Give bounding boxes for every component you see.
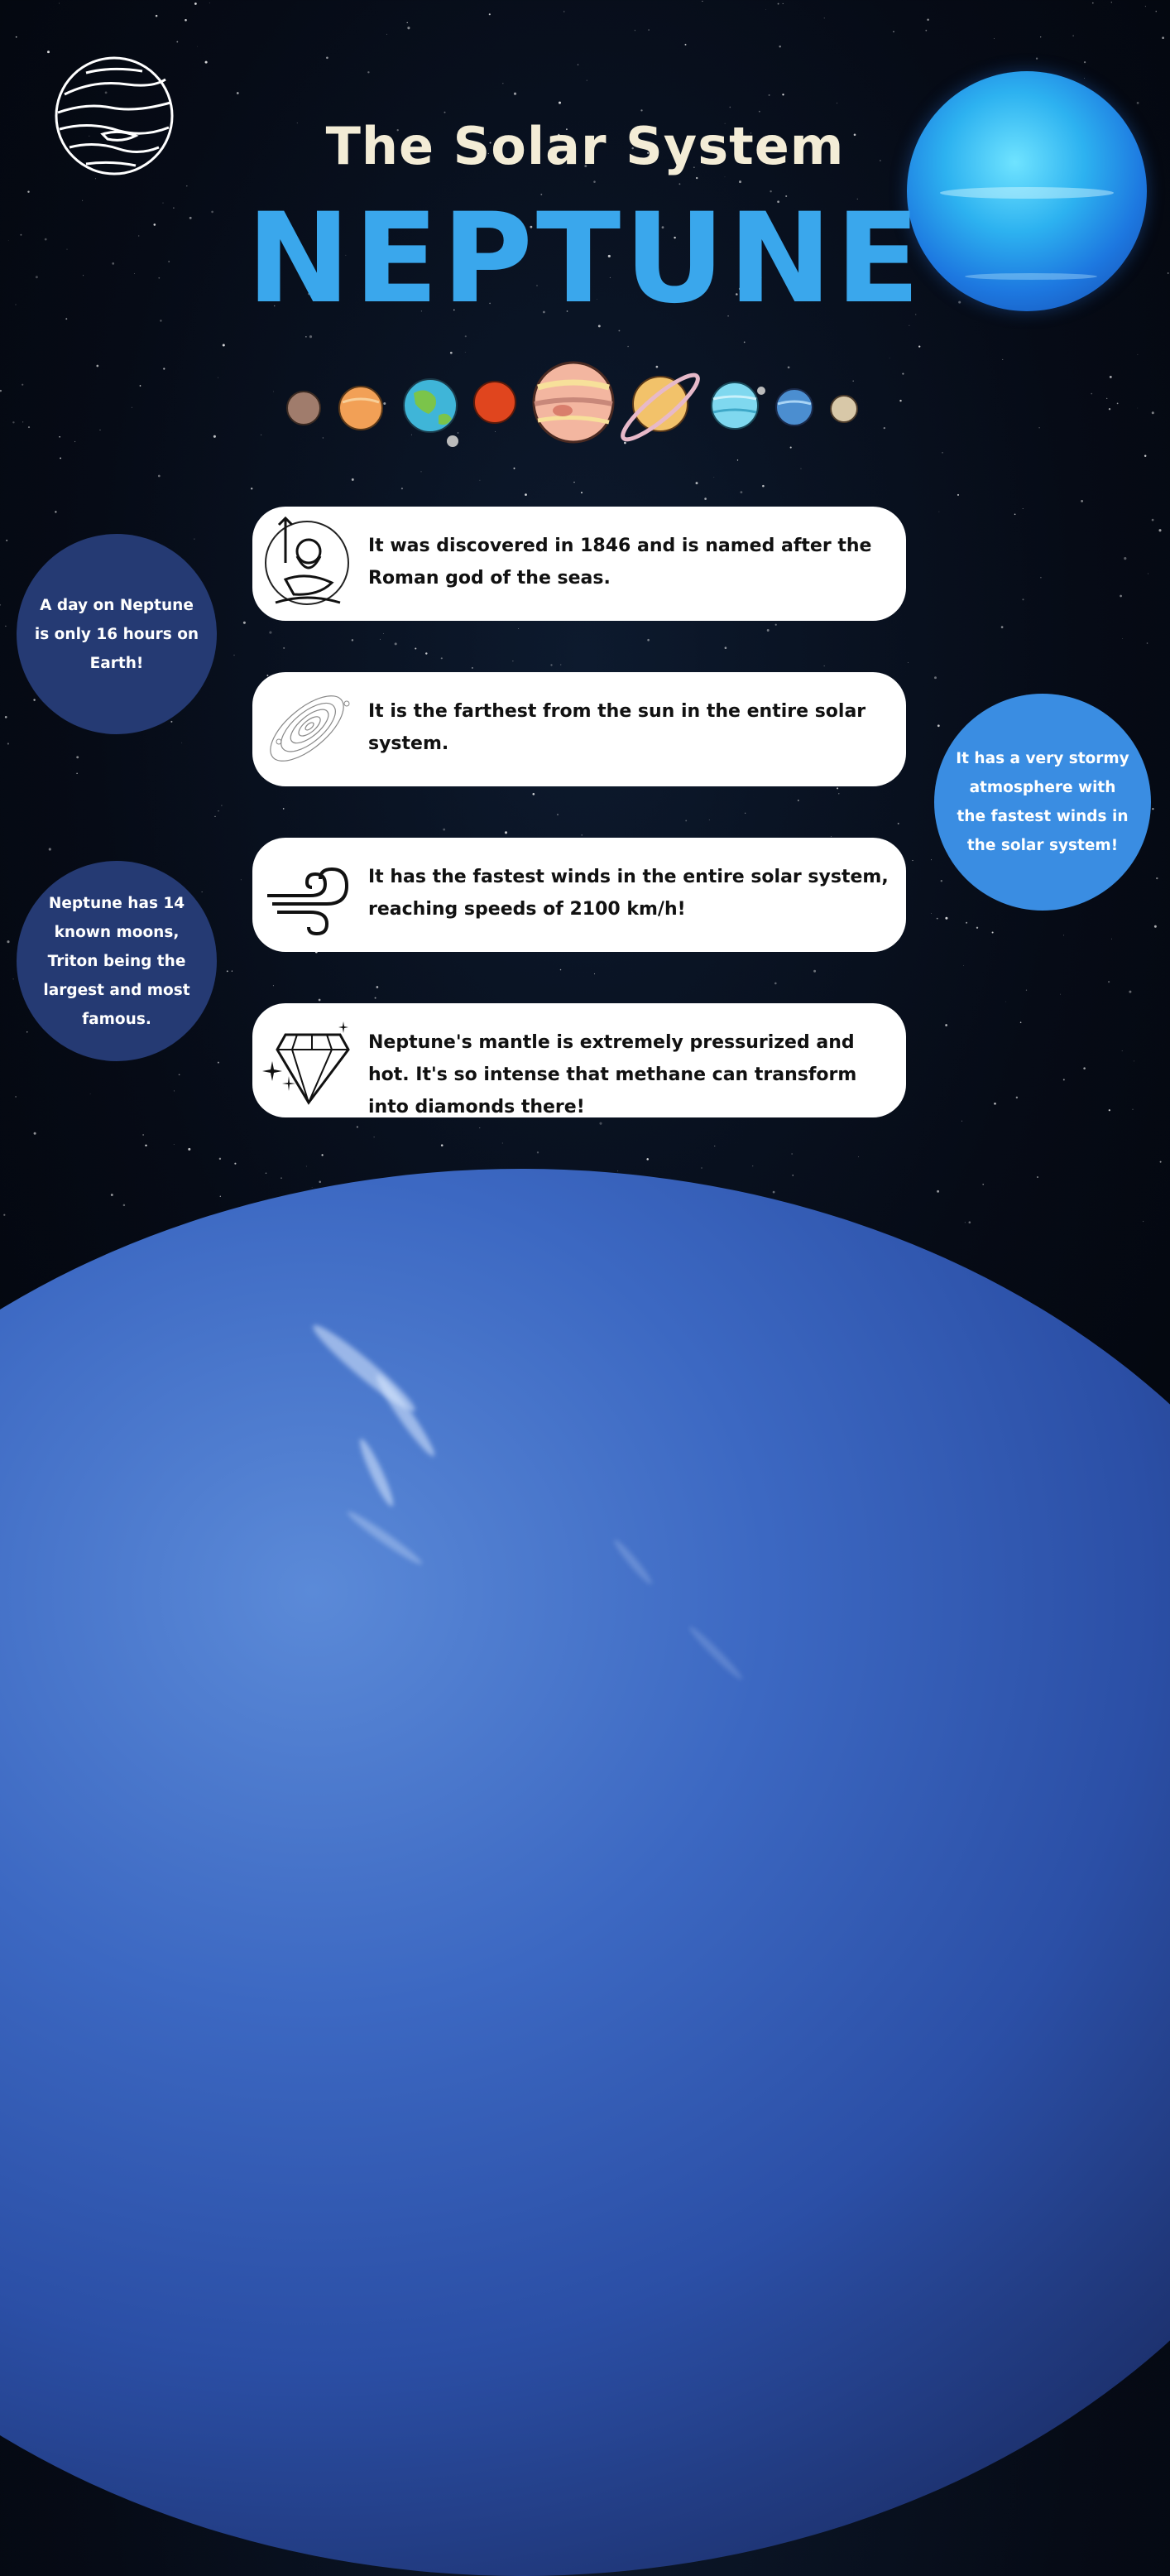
star: [725, 646, 727, 649]
star: [1023, 508, 1024, 509]
star: [1132, 1109, 1133, 1110]
star: [908, 662, 909, 663]
star: [386, 34, 387, 35]
star: [563, 11, 564, 12]
uranus-icon: [712, 382, 765, 429]
star: [186, 185, 187, 186]
star: [899, 400, 901, 401]
star: [783, 3, 784, 4]
star: [33, 699, 35, 700]
fact-text: It has the fastest winds in the entire solar system, reaching speeds of 2100 km/h!: [368, 867, 889, 920]
star: [47, 50, 50, 53]
star: [769, 94, 770, 96]
star: [502, 83, 503, 84]
fact-text: It was discovered in 1846 and is named after the Roman god of the seas.: [368, 536, 872, 589]
star: [479, 1127, 480, 1128]
star: [1152, 808, 1153, 810]
star: [59, 3, 60, 4]
star: [1162, 36, 1164, 39]
fact-card: [252, 507, 906, 621]
star: [775, 624, 777, 626]
star: [1016, 1097, 1018, 1098]
star: [209, 2, 210, 3]
star: [813, 970, 816, 973]
star: [560, 969, 562, 971]
venus-icon: [339, 387, 382, 430]
star: [1111, 939, 1112, 940]
star: [309, 335, 312, 338]
star: [158, 475, 161, 478]
star: [283, 808, 285, 810]
fact-card: [252, 838, 906, 952]
star: [174, 1090, 175, 1091]
star: [312, 1187, 313, 1188]
diamond-icon: [261, 1010, 353, 1111]
star: [582, 834, 583, 835]
star: [111, 1194, 113, 1196]
star: [450, 352, 453, 354]
star: [1156, 11, 1157, 12]
star: [1063, 1079, 1065, 1080]
star: [745, 813, 746, 814]
star: [765, 9, 766, 10]
star: [401, 488, 403, 489]
pluto-icon: [831, 396, 857, 422]
star: [945, 1024, 947, 1026]
star: [792, 1153, 793, 1154]
star: [502, 1142, 503, 1143]
star: [1060, 994, 1061, 995]
star: [931, 859, 932, 860]
star: [444, 112, 446, 113]
star: [725, 176, 726, 177]
star: [1120, 595, 1122, 598]
mars-icon: [474, 382, 515, 423]
star: [646, 1158, 649, 1161]
star: [994, 1103, 996, 1105]
star: [514, 93, 516, 95]
star: [729, 107, 731, 108]
star: [233, 655, 234, 656]
star: [696, 482, 698, 484]
star: [1108, 981, 1110, 983]
star: [1110, 376, 1112, 378]
star: [918, 345, 920, 347]
star: [76, 756, 79, 758]
star: [937, 724, 940, 727]
star: [367, 71, 369, 73]
star: [640, 109, 642, 111]
star: [220, 1196, 221, 1197]
star: [593, 180, 596, 183]
star: [219, 1158, 221, 1160]
star: [383, 633, 384, 634]
star: [937, 1190, 939, 1193]
star: [837, 787, 838, 789]
star: [824, 17, 825, 18]
planet-row: [281, 356, 861, 447]
star: [319, 1181, 321, 1184]
star: [185, 19, 187, 22]
star: [12, 421, 14, 423]
star: [283, 647, 285, 649]
star: [762, 485, 765, 488]
star: [407, 26, 410, 29]
star: [5, 626, 6, 627]
star: [1122, 1050, 1123, 1051]
star: [218, 1062, 219, 1064]
star: [505, 831, 507, 834]
star: [375, 997, 376, 999]
star: [232, 971, 233, 972]
star: [5, 716, 7, 718]
star: [994, 38, 995, 39]
star: [560, 665, 561, 666]
star: [1026, 990, 1027, 991]
star: [1117, 403, 1119, 405]
star: [251, 488, 252, 489]
star: [1036, 58, 1038, 60]
star: [1022, 598, 1024, 600]
star: [679, 183, 680, 185]
star: [170, 721, 172, 723]
star: [1040, 577, 1042, 579]
star: [778, 3, 779, 5]
star: [266, 1173, 267, 1175]
star: [1143, 1221, 1144, 1222]
star: [1038, 427, 1039, 428]
star: [1137, 354, 1138, 355]
star: [1106, 398, 1107, 399]
star: [992, 931, 994, 933]
star: [22, 384, 23, 386]
star: [759, 111, 760, 113]
star: [1091, 393, 1092, 395]
star: [380, 639, 381, 640]
star: [15, 1096, 17, 1098]
star: [1020, 1021, 1022, 1023]
star: [95, 178, 96, 179]
star: [3, 1214, 5, 1216]
star: [838, 793, 839, 794]
fact-text: Neptune's mantle is extremely pressurized and hot. It's so intense that methane can transform into diamonds there!: [368, 1032, 857, 1117]
star: [617, 1170, 618, 1171]
star: [685, 44, 687, 46]
star: [1152, 411, 1154, 414]
star: [941, 880, 942, 882]
star: [1040, 36, 1041, 37]
star: [912, 860, 913, 861]
star: [1145, 6, 1146, 7]
subtitle: The Solar System: [325, 116, 845, 176]
star: [441, 657, 443, 659]
star: [1122, 638, 1123, 639]
star: [1124, 557, 1126, 560]
star: [573, 482, 575, 483]
star: [627, 346, 629, 348]
star: [22, 421, 23, 422]
star: [1137, 408, 1138, 409]
star: [205, 61, 208, 64]
star: [976, 927, 978, 929]
neptune-surface-image: [0, 1169, 1170, 2576]
star: [179, 1074, 180, 1075]
star: [55, 511, 56, 512]
star: [395, 642, 397, 645]
star: [59, 436, 60, 438]
star: [241, 879, 242, 880]
saturn-icon: [616, 368, 705, 447]
star: [774, 983, 777, 985]
star: [243, 622, 246, 624]
star: [537, 1151, 539, 1153]
star: [479, 480, 480, 481]
star: [798, 800, 799, 801]
star: [123, 1204, 126, 1207]
star: [927, 19, 929, 22]
star: [163, 368, 165, 369]
star: [550, 664, 552, 666]
star: [76, 773, 77, 774]
star: [213, 435, 216, 438]
star: [465, 352, 466, 353]
star: [1144, 455, 1146, 457]
star: [1081, 500, 1083, 502]
star: [902, 373, 904, 375]
star: [273, 985, 274, 986]
star: [319, 999, 321, 1002]
poseidon-icon: [261, 513, 353, 614]
page-title: NEPTUNE: [246, 187, 924, 331]
star: [156, 15, 158, 17]
mercury-icon: [287, 392, 320, 425]
star: [514, 468, 515, 469]
star: [1137, 102, 1139, 104]
star: [1083, 1067, 1086, 1069]
star: [1092, 2, 1094, 4]
star: [34, 1132, 36, 1135]
star: [352, 639, 353, 641]
star: [1001, 626, 1004, 628]
star: [898, 823, 899, 824]
star: [1129, 991, 1131, 993]
star: [7, 743, 9, 744]
star: [1147, 642, 1148, 644]
star: [713, 477, 714, 478]
star: [767, 629, 770, 632]
star: [739, 180, 741, 183]
star: [1109, 1109, 1110, 1111]
star: [1154, 925, 1157, 928]
star: [966, 922, 967, 924]
star: [858, 1156, 859, 1157]
star: [1158, 529, 1161, 531]
star: [1037, 1176, 1038, 1178]
star: [174, 1144, 175, 1145]
bubble-text: A day on Neptune is only 16 hours on Earth!: [34, 596, 199, 672]
star: [884, 427, 885, 429]
star: [415, 647, 416, 649]
star: [594, 973, 595, 974]
star: [1002, 359, 1003, 360]
star: [188, 1148, 190, 1151]
star: [0, 390, 2, 392]
star: [74, 441, 75, 442]
star: [744, 342, 746, 344]
star: [13, 978, 14, 979]
star: [441, 1144, 444, 1146]
star: [685, 819, 687, 821]
star: [145, 1145, 146, 1146]
star: [465, 335, 467, 337]
star: [704, 497, 707, 500]
star: [1156, 877, 1158, 879]
star: [961, 1121, 962, 1122]
star: [176, 41, 178, 43]
bubble-text: Neptune has 14 known moons, Triton being the largest and most famous.: [43, 894, 190, 1028]
star: [969, 1221, 971, 1223]
star: [26, 1031, 27, 1032]
atmosphere-bubble: [934, 694, 1151, 911]
star: [16, 36, 17, 38]
star: [227, 970, 228, 972]
orbit-spiral-icon: [261, 679, 353, 780]
star: [696, 177, 698, 179]
star: [773, 1191, 775, 1194]
star: [647, 639, 650, 642]
fact-card: [252, 672, 906, 786]
star: [0, 604, 1, 606]
star: [963, 965, 964, 966]
bubble-text: It has a very stormy atmosphere with the fastest winds in the solar system!: [956, 750, 1129, 854]
star: [1109, 408, 1110, 410]
star: [237, 92, 239, 94]
star: [425, 652, 427, 654]
star: [518, 628, 519, 629]
star: [532, 793, 535, 795]
star: [223, 344, 225, 346]
star: [752, 1165, 753, 1166]
star: [581, 492, 583, 493]
star: [407, 22, 408, 23]
star: [140, 385, 141, 387]
star: [931, 913, 932, 914]
star: [982, 1184, 984, 1185]
star: [352, 478, 354, 481]
fact-text: It is the farthest from the sun in the entire solar system.: [368, 701, 866, 754]
star: [6, 540, 7, 541]
star: [1072, 35, 1073, 36]
fact-card: [252, 1003, 906, 1117]
wind-icon: [261, 844, 353, 945]
star: [1084, 78, 1085, 79]
star: [779, 46, 780, 47]
day-length-bubble: [17, 534, 217, 734]
moons-bubble: [17, 861, 217, 1061]
star: [28, 426, 30, 428]
star: [934, 676, 937, 679]
star: [376, 986, 379, 988]
star: [357, 1126, 358, 1127]
star: [937, 918, 938, 920]
star: [648, 29, 649, 30]
star: [709, 819, 710, 820]
neptune-icon: [776, 389, 813, 425]
star: [142, 1134, 143, 1135]
star: [90, 1093, 91, 1094]
star: [893, 31, 894, 32]
star: [194, 2, 197, 5]
star: [1134, 1061, 1135, 1062]
star: [214, 816, 215, 817]
star: [421, 472, 422, 473]
star: [737, 459, 738, 460]
star: [557, 814, 559, 815]
star: [234, 1163, 236, 1165]
star: [1160, 1161, 1162, 1163]
star: [525, 493, 527, 496]
star: [326, 57, 328, 60]
star: [957, 494, 959, 496]
star: [443, 829, 445, 831]
jupiter-icon: [534, 363, 613, 442]
star: [60, 458, 61, 459]
star: [559, 102, 561, 104]
star: [321, 1154, 323, 1156]
star: [489, 13, 491, 15]
star: [945, 917, 947, 920]
star: [1152, 519, 1154, 521]
star: [1014, 514, 1016, 516]
star: [269, 632, 271, 634]
star: [49, 848, 51, 850]
star: [306, 1165, 307, 1166]
star: [472, 667, 473, 669]
star: [741, 491, 743, 493]
star: [782, 94, 784, 95]
star: [96, 365, 98, 368]
star: [1084, 61, 1086, 63]
earth-icon: [404, 379, 458, 447]
star: [7, 940, 9, 943]
star: [305, 336, 306, 337]
star: [197, 46, 198, 47]
star: [925, 30, 927, 31]
